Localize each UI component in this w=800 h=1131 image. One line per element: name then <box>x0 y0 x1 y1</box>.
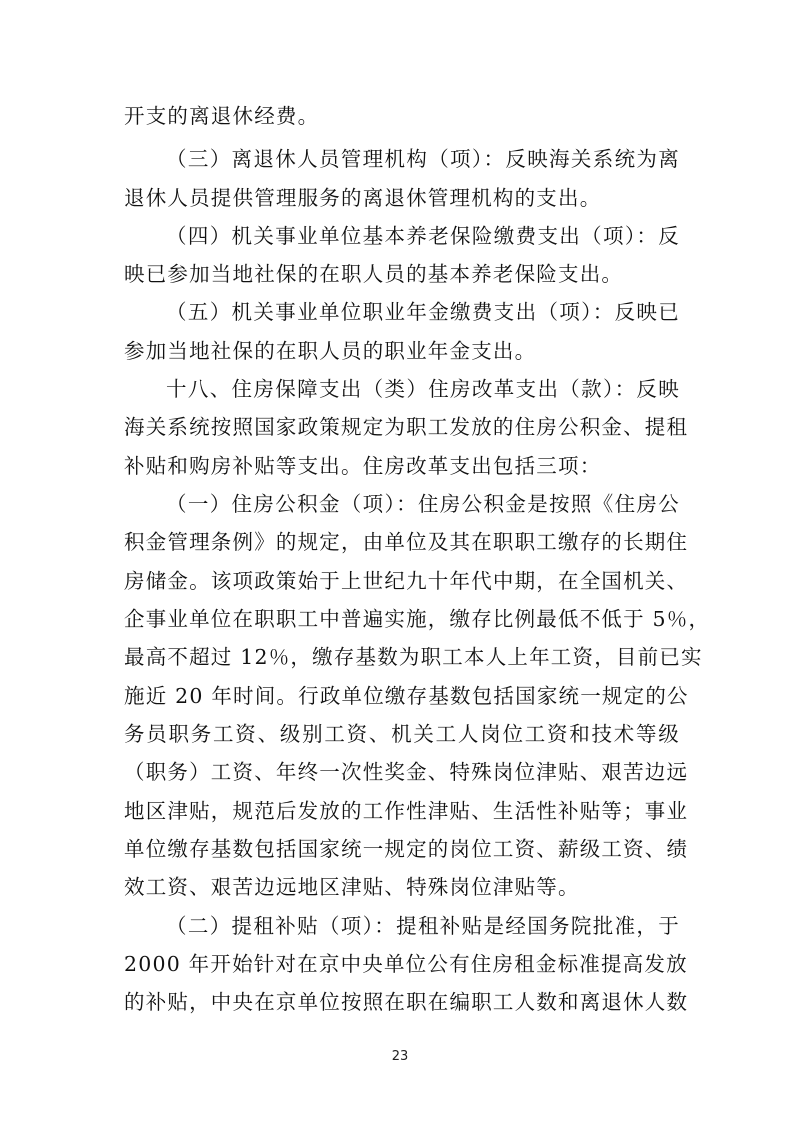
paragraph-line: 单位缴存基数包括国家统一规定的岗位工资、薪级工资、绩 <box>124 837 689 861</box>
paragraph-line: （二）提租补贴（项）：提租补贴是经国务院批准，于 <box>166 914 680 938</box>
paragraph-line: （职务）工资、年终一次性奖金、特殊岗位津贴、艰苦边远 <box>124 760 689 784</box>
paragraph-line: 十八、住房保障支出（类）住房改革支出（款）：反映 <box>166 377 680 401</box>
paragraph-line: （四）机关事业单位基本养老保险缴费支出（项）：反 <box>166 224 680 248</box>
paragraph-line: 房储金。该项政策始于上世纪九十年代中期，在全国机关、 <box>124 569 689 593</box>
paragraph-line: 海关系统按照国家政策规定为职工发放的住房公积金、提租 <box>124 415 689 439</box>
paragraph-line: （一）住房公积金（项）：住房公积金是按照《住房公 <box>166 492 680 516</box>
paragraph-line: 参加当地社保的在职人员的职业年金支出。 <box>124 339 537 363</box>
paragraph-line: 企事业单位在职职工中普遍实施，缴存比例最低不低于 5％， <box>124 607 711 631</box>
paragraph-line: （五）机关事业单位职业年金缴费支出（项）：反映已 <box>166 300 680 324</box>
paragraph-line: 的补贴，中央在京单位按照在职在编职工人数和离退休人数 <box>124 990 689 1014</box>
paragraph-line: 退休人员提供管理服务的离退休管理机构的支出。 <box>124 186 602 210</box>
paragraph-line: 积金管理条例》的规定，由单位及其在职职工缴存的长期住 <box>124 530 689 554</box>
paragraph-line: 补贴和购房补贴等支出。住房改革支出包括三项： <box>124 454 602 478</box>
paragraph-line: 2000 年开始针对在京中央单位公有住房租金标准提高发放 <box>124 952 688 976</box>
paragraph-line: 施近 20 年时间。行政单位缴存基数包括国家统一规定的公 <box>124 684 689 708</box>
paragraph-line: 最高不超过 12％，缴存基数为职工本人上年工资，目前已实 <box>124 645 703 669</box>
paragraph-line: 务员职务工资、级别工资、机关工人岗位工资和技术等级 <box>124 722 680 746</box>
paragraph-line: 地区津贴，规范后发放的工作性津贴、生活性补贴等；事业 <box>124 799 689 823</box>
paragraph-line: 开支的离退休经费。 <box>124 104 320 128</box>
paragraph-line: 映已参加当地社保的在职人员的基本养老保险支出。 <box>124 262 624 286</box>
paragraph-line: 效工资、艰苦边远地区津贴、特殊岗位津贴等。 <box>124 875 580 899</box>
page-number: 23 <box>391 1049 409 1064</box>
paragraph-line: （三）离退休人员管理机构（项）：反映海关系统为离 <box>166 147 680 171</box>
